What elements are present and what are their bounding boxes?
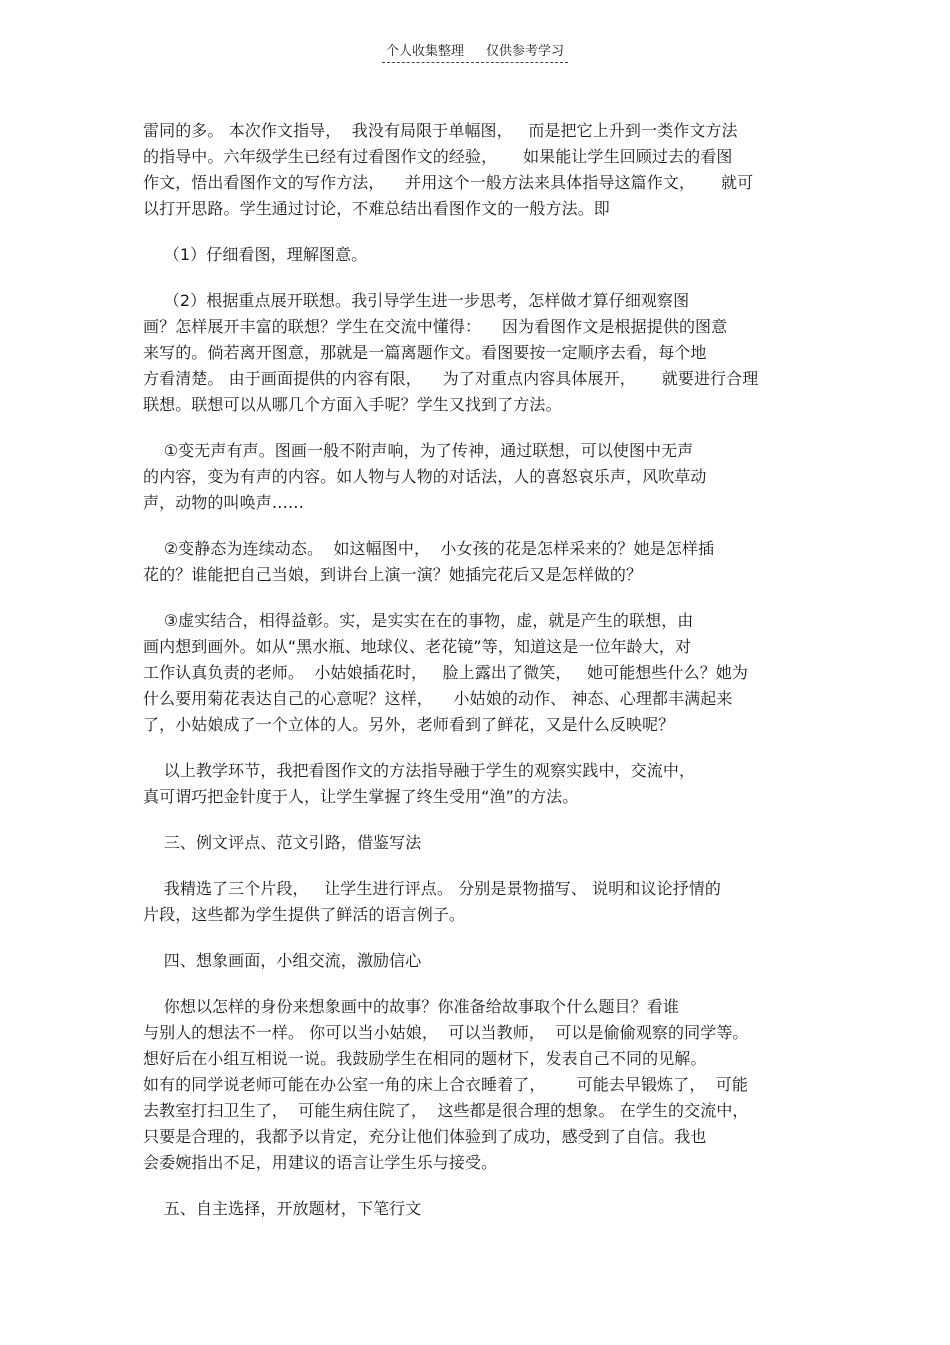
text-line: ①变无声有声。图画一般不附声响，为了传神，通过联想，可以使图中无声 [143,441,694,460]
paragraph [143,288,808,418]
section-heading [143,830,808,856]
header-right-text: 仅供参考学习 [486,44,565,59]
text-line: 五、自主选择，开放题材，下笔行文 [143,1199,422,1218]
section-heading [143,948,808,974]
text-line: 与别人的想法不一样。 你可以当小姑娘， 可以当教师， 可以是偷偷观察的同学等。 [143,1023,749,1042]
text-line: 雷同的多。 本次作文指导， 我没有局限于单幅图， 而是把它上升到一类作文方法 [143,121,738,140]
text-line: 去教室打扫卫生了， 可能生病住院了， 这些都是很合理的想象。 在学生的交流中， [143,1101,749,1120]
text-line: 的内容，变为有声的内容。如人物与人物的对话法，人的喜怒哀乐声，风吹草动 [143,467,707,486]
text-line: 片段，这些都为学生提供了鲜活的语言例子。 [143,905,466,924]
text-line: 的指导中。六年级学生已经有过看图作文的经验， 如果能让学生回顾过去的看图 [143,147,733,166]
text-line: 工作认真负责的老师。 小姑娘插花时， 脸上露出了微笑， 她可能想些什么？她为 [143,663,748,682]
text-line: 了，小姑娘成了一个立体的人。另外，老师看到了鲜花，又是什么反映呢？ [143,715,675,734]
text-line: 如有的同学说老师可能在办公室一角的床上合衣睡着了， 可能去早锻炼了， 可能 [143,1075,748,1094]
text-line: 会委婉指出不足，用建议的语言让学生乐与接受。 [143,1153,498,1172]
text-line: 三、例文评点、范文引路，借鉴写法 [143,833,422,852]
text-line: 联想。联想可以从哪几个方面入手呢？学生又找到了方法。 [143,395,562,414]
text-line: 花的？谁能把自己当娘，到讲台上演一演？她插完花后又是怎样做的？ [143,565,643,584]
text-line: 以打开思路。学生通过讨论，不难总结出看图作文的一般方法。即 [143,199,610,218]
text-line: 你想以怎样的身份来想象画中的故事？你准备给故事取个什么题目？看谁 [143,997,679,1016]
paragraph [143,758,808,810]
text-line: 作文，悟出看图作文的写作方法， 并用这个一般方法来具体指导这篇作文， 就可 [143,173,754,192]
text-line: 画内想到画外。如从“黑水瓶、地球仪、老花镜”等，知道这是一位年龄大，对 [143,637,692,656]
text-line: 来写的。倘若离开图意，那就是一篇离题作文。看图要按一定顺序去看，每个地 [143,343,707,362]
text-line: 想好后在小组互相说一说。我鼓励学生在相同的题材下，发表自己不同的见解。 [143,1049,707,1068]
text-line: 方看清楚。 由于画面提供的内容有限， 为了对重点内容具体展开， 就要进行合理 [143,369,759,388]
text-line: 声，动物的叫唤声…… [143,493,305,512]
header-left-text: 个人收集整理 [385,44,464,59]
page-header [0,40,950,63]
paragraph [143,608,808,738]
text-line: 四、想象画面，小组交流，激励信心 [143,951,422,970]
section-heading [143,1196,808,1222]
text-line: 以上教学环节，我把看图作文的方法指导融于学生的观察实践中，交流中， [143,761,696,780]
paragraph [143,994,808,1176]
header-underline [382,40,568,63]
paragraph [143,242,808,268]
text-line: （1）仔细看图，理解图意。 [143,245,368,264]
text-line: 只要是合理的，我都予以肯定，充分让他们体验到了成功，感受到了自信。我也 [143,1127,707,1146]
paragraph [143,118,808,222]
text-line: ③虚实结合，相得益彰。实，是实实在在的事物，虚，就是产生的联想，由 [143,611,694,630]
paragraph [143,876,808,928]
text-line: （2）根据重点展开联想。我引导学生进一步思考，怎样做才算仔细观察图 [143,291,690,310]
text-line: 画？怎样展开丰富的联想？学生在交流中懂得： 因为看图作文是根据提供的图意 [143,317,728,336]
text-line: 我精选了三个片段， 让学生进行评点。 分别是景物描写、 说明和议论抒情的 [143,879,721,898]
text-line: 什么要用菊花表达自己的心意呢？这样， 小姑娘的动作、 神态、心理都丰满起来 [143,689,733,708]
text-line: 真可谓巧把金针度于人，让学生掌握了终生受用“渔”的方法。 [143,787,579,806]
paragraph [143,438,808,516]
text-line: ②变静态为连续动态。 如这幅图中， 小女孩的花是怎样采来的？她是怎样插 [143,539,715,558]
paragraph [143,536,808,588]
document-body [143,118,808,1222]
